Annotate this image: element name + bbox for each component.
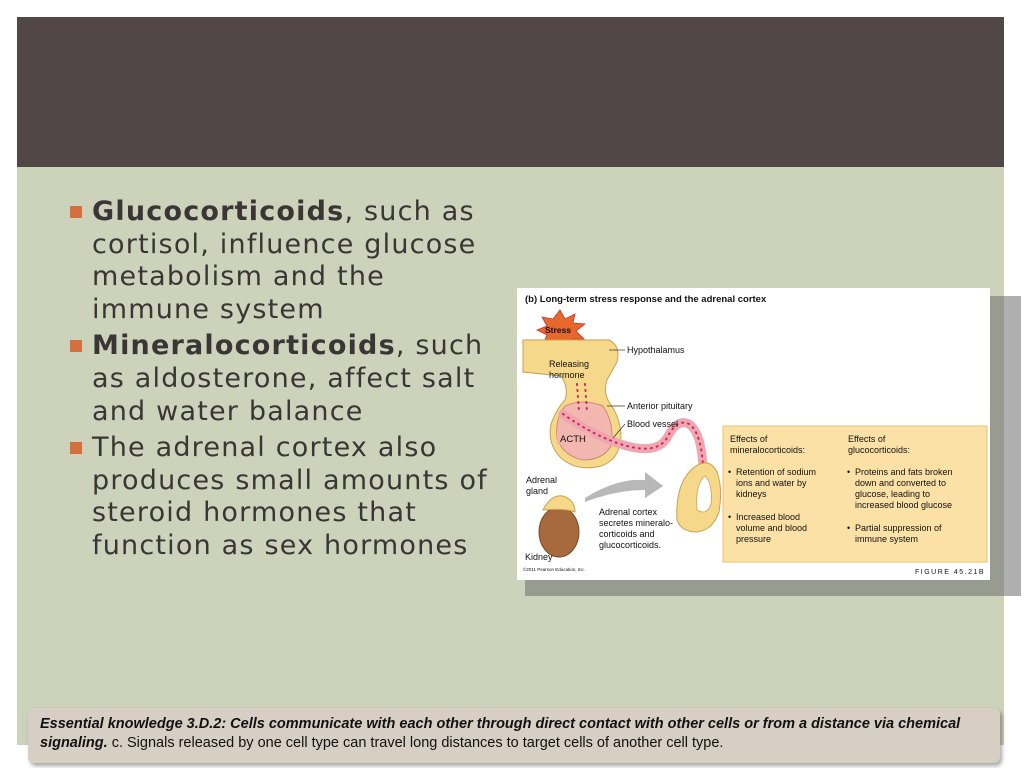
bullet-text: , such as aldosterone, affect salt and water balance <box>92 330 484 427</box>
bullet-dot: • <box>728 467 732 477</box>
kidney-shape <box>539 507 579 557</box>
bullet-dot: • <box>847 467 851 477</box>
adrenal-gland-label-1: Adrenal <box>526 475 558 485</box>
essential-knowledge-caption <box>28 708 1000 763</box>
blood-vessel-label: Blood vessel <box>627 419 679 429</box>
mineral-effect-2c: pressure <box>736 534 772 544</box>
cortex-text-3: corticoids and <box>599 529 655 539</box>
figure-number: FIGURE 45.21B <box>915 569 986 576</box>
mineral-effect-1b: ions and water by <box>736 478 807 488</box>
square-bullet-icon <box>70 340 82 352</box>
cortex-text-2: secretes mineralo- <box>599 518 674 528</box>
cortex-text-4: glucocorticoids. <box>599 540 662 550</box>
releasing-hormone-label-2: hormone <box>549 370 585 380</box>
caption-text <box>28 708 1000 760</box>
bullet-text: , such as cortisol, influence glucose metabolism and the immune system <box>92 196 477 325</box>
bullet-glucocorticoids <box>68 196 498 326</box>
bullet-term: Glucocorticoids <box>92 196 345 227</box>
figure-illustration <box>517 288 990 580</box>
caption-bold-part: Essential knowledge 3.D.2: Cells communicate with each other through direct contact with other cells or from a distance via chemical signaling. <box>40 716 961 751</box>
bullet-dot: • <box>847 523 851 533</box>
square-bullet-icon <box>70 206 82 218</box>
adrenal-gland-shape <box>543 496 575 512</box>
kidney-label: Kidney <box>525 552 553 562</box>
bullet-mineralocorticoids <box>68 330 498 428</box>
figure-title: (b) Long-term stress response and the adrenal cortex <box>525 294 767 305</box>
mineral-effect-2b: volume and blood <box>736 523 808 533</box>
bullet-sex-hormones <box>68 432 498 562</box>
gluco-effect-1b: down and converted to <box>855 478 947 488</box>
stress-label: Stress <box>545 325 571 335</box>
gluco-effect-2a: Partial suppression of <box>855 523 942 533</box>
mineral-effect-1a: Retention of sodium <box>736 467 817 477</box>
arrow-right-icon <box>585 472 663 502</box>
mineral-effect-1c: kidneys <box>736 489 767 499</box>
adrenal-gland-label-2: gland <box>526 486 549 496</box>
bullet-dot: • <box>728 512 732 522</box>
caption-normal-part: c. Signals released by one cell type can travel long distances to target cells of another cell type. <box>107 735 724 751</box>
title-bar <box>17 17 1004 167</box>
bullet-list <box>68 196 498 567</box>
gluco-effect-1c: glucose, leading to <box>855 489 931 499</box>
bullet-term: Mineralocorticoids <box>92 330 396 362</box>
square-bullet-icon <box>70 442 82 454</box>
anterior-pituitary-label: Anterior pituitary <box>627 401 693 411</box>
adrenal-cortex-figure <box>517 288 990 580</box>
releasing-hormone-label-1: Releasing <box>549 359 590 369</box>
gluco-effect-1d: increased blood glucose <box>855 500 953 510</box>
bullet-text: The adrenal cortex also produces small amounts of steroid hormones that function as sex hormones <box>92 432 488 561</box>
cortex-text-1: Adrenal cortex <box>599 507 658 517</box>
copyright-text: ©2011 Pearson Education, Inc. <box>523 567 586 572</box>
acth-label: ACTH <box>560 434 586 445</box>
mineral-effect-2a: Increased blood <box>736 512 801 522</box>
gluco-header-2: glucocorticoids: <box>848 445 911 455</box>
mineral-header-1: Effects of <box>730 434 768 444</box>
gluco-effect-2b: immune system <box>855 534 919 544</box>
hypothalamus-label: Hypothalamus <box>627 345 685 355</box>
mineral-header-2: mineralocorticoids: <box>730 445 806 455</box>
gluco-header-1: Effects of <box>848 434 886 444</box>
gluco-effect-1a: Proteins and fats broken <box>855 467 953 477</box>
